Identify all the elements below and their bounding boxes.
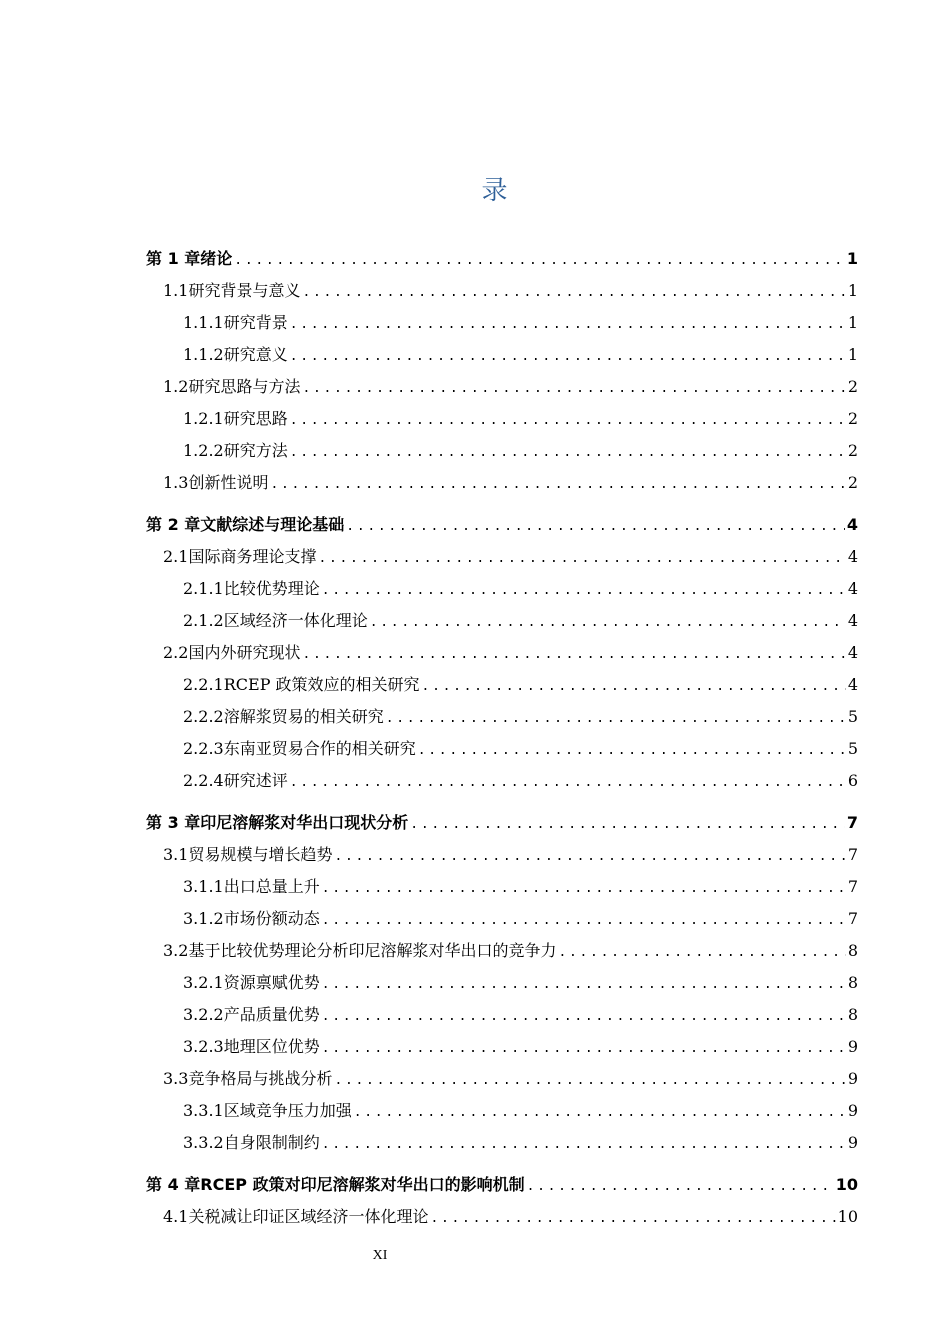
toc-leader-dots <box>290 317 846 332</box>
toc-entry-number: 3.1 <box>163 845 189 864</box>
toc-entry-number: 第 3 章 <box>146 813 201 832</box>
toc-entry-number: 1.2 <box>163 377 189 396</box>
toc-leader-dots <box>322 881 846 896</box>
toc-entry[interactable] <box>163 1204 858 1234</box>
toc-entry-title: 溶解浆贸易的相关研究 <box>223 707 384 726</box>
toc-entry-title: 关税减让印证区域经济一体化理论 <box>188 1207 429 1226</box>
toc-entry[interactable] <box>146 810 858 840</box>
toc-entry-page: 4 <box>846 515 858 534</box>
toc-entry[interactable] <box>183 704 858 734</box>
toc-entry-page: 7 <box>847 909 858 928</box>
toc-entry[interactable] <box>183 768 858 798</box>
toc-leader-dots <box>422 679 846 694</box>
toc-entry[interactable] <box>183 672 858 702</box>
toc-entry-title: 区域竞争压力加强 <box>223 1101 352 1120</box>
toc-entry-title: 资源禀赋优势 <box>223 973 320 992</box>
toc-entry-page: 4 <box>847 579 858 598</box>
toc-entry[interactable] <box>163 938 858 968</box>
toc-entry-title: 创新性说明 <box>188 473 269 492</box>
toc-entry-page: 9 <box>847 1069 858 1088</box>
toc-entry[interactable] <box>183 1130 858 1160</box>
toc-entry-number: 3.2.2 <box>183 1005 224 1024</box>
toc-entry[interactable] <box>163 374 858 404</box>
toc-leader-dots <box>386 711 846 726</box>
toc-entry-number: 第 4 章 <box>146 1175 201 1194</box>
toc-entry[interactable] <box>163 842 858 872</box>
toc-entry-title: 研究述评 <box>223 771 288 790</box>
toc-entry-title: 国际商务理论支撑 <box>188 547 317 566</box>
toc-entry-title: 区域经济一体化理论 <box>223 611 368 630</box>
toc-entry-title: 研究意义 <box>223 345 288 364</box>
toc-leader-dots <box>370 615 846 630</box>
toc-entry-page: 4 <box>847 611 858 630</box>
toc-entry-number: 3.1.1 <box>183 877 224 896</box>
toc-entry[interactable] <box>183 1034 858 1064</box>
toc-leader-dots <box>334 849 845 864</box>
toc-entry-page: 2 <box>847 473 858 492</box>
toc-entry-title: 地理区位优势 <box>223 1037 320 1056</box>
toc-leader-dots <box>430 1211 835 1226</box>
toc-leader-dots <box>334 1073 845 1088</box>
toc-entry-number: 3.2.1 <box>183 973 224 992</box>
toc-leader-dots <box>322 1009 846 1024</box>
toc-leader-dots <box>322 913 846 928</box>
toc-entry[interactable] <box>183 1098 858 1128</box>
toc-entry-title: 研究思路 <box>223 409 288 428</box>
toc-entry-number: 1.3 <box>163 473 189 492</box>
toc-entry-title: 研究背景与意义 <box>188 281 301 300</box>
toc-entry-page: 4 <box>847 675 858 694</box>
toc-leader-dots <box>354 1105 846 1120</box>
toc-entry-title: 贸易规模与增长趋势 <box>188 845 333 864</box>
toc-entry-title: RCEP 政策对印尼溶解浆对华出口的影响机制 <box>200 1175 525 1194</box>
toc-entry-number: 3.3.1 <box>183 1101 224 1120</box>
toc-leader-dots <box>234 253 845 268</box>
toc-entry[interactable] <box>163 278 858 308</box>
toc-entry-title: 研究思路与方法 <box>188 377 301 396</box>
toc-leader-dots <box>290 775 846 790</box>
toc-entry-page: 7 <box>847 845 858 864</box>
toc-entry-page: 5 <box>847 707 858 726</box>
toc-entry[interactable] <box>183 342 858 372</box>
toc-entry-title: 竞争格局与挑战分析 <box>188 1069 333 1088</box>
toc-entry-page: 4 <box>847 643 858 662</box>
toc-entry-title: 国内外研究现状 <box>188 643 301 662</box>
toc-entry-number: 1.1 <box>163 281 189 300</box>
toc-entry[interactable] <box>183 906 858 936</box>
toc-entry-number: 2.1.2 <box>183 611 224 630</box>
toc-leader-dots <box>558 945 845 960</box>
toc-entry[interactable] <box>146 1172 858 1202</box>
toc-entry-title: 绪论 <box>200 249 233 268</box>
toc-leader-dots <box>346 519 845 534</box>
toc-entry-number: 2.2.4 <box>183 771 224 790</box>
page-number-footer: XI <box>372 1248 388 1263</box>
toc-entry[interactable] <box>183 736 858 766</box>
toc-leader-dots <box>290 445 846 460</box>
toc-entry[interactable] <box>146 246 858 276</box>
toc-entry-title: 文献综述与理论基础 <box>200 515 345 534</box>
toc-entry[interactable] <box>183 310 858 340</box>
toc-entry-number: 第 1 章 <box>146 249 201 268</box>
toc-entry[interactable] <box>183 1002 858 1032</box>
toc-entry[interactable] <box>163 470 858 500</box>
toc-leader-dots <box>527 1179 834 1194</box>
toc-entry-number: 1.2.2 <box>183 441 224 460</box>
toc-entry-title: 东南亚贸易合作的相关研究 <box>223 739 416 758</box>
toc-entry-number: 2.1.1 <box>183 579 224 598</box>
toc-entry[interactable] <box>183 576 858 606</box>
toc-entry-page: 9 <box>847 1133 858 1152</box>
toc-entry-number: 2.1 <box>163 547 189 566</box>
toc-entry-number: 2.2 <box>163 643 189 662</box>
toc-entry-page: 8 <box>847 973 858 992</box>
toc-entry-page: 1 <box>847 313 858 332</box>
toc-entry-page: 1 <box>846 249 858 268</box>
toc-entry[interactable] <box>163 1066 858 1096</box>
toc-entry-page: 8 <box>847 1005 858 1024</box>
toc-leader-dots <box>322 977 846 992</box>
toc-entry-number: 1.1.2 <box>183 345 224 364</box>
toc-entry-page: 10 <box>837 1207 858 1226</box>
toc-entry-page: 9 <box>847 1101 858 1120</box>
toc-entry-page: 2 <box>847 441 858 460</box>
toc-entry-number: 1.2.1 <box>183 409 224 428</box>
toc-entry-page: 2 <box>847 377 858 396</box>
toc-leader-dots <box>290 413 846 428</box>
toc-entry-page: 7 <box>846 813 858 832</box>
toc-entry-page: 8 <box>847 941 858 960</box>
toc-entry-title: 研究背景 <box>223 313 288 332</box>
toc-entry-title: 市场份额动态 <box>223 909 320 928</box>
toc-entry-number: 第 2 章 <box>146 515 201 534</box>
toc-entry-page: 10 <box>835 1175 858 1194</box>
toc-entry-title: 研究方法 <box>223 441 288 460</box>
toc-entry-page: 5 <box>847 739 858 758</box>
toc-entry-number: 2.2.3 <box>183 739 224 758</box>
toc-entry-number: 3.3 <box>163 1069 189 1088</box>
toc-entry[interactable] <box>183 970 858 1000</box>
toc-entry-page: 9 <box>847 1037 858 1056</box>
toc-entry-title: 出口总量上升 <box>223 877 320 896</box>
toc-leader-dots <box>322 1041 846 1056</box>
toc-entry-page: 7 <box>847 877 858 896</box>
toc-entry-page: 2 <box>847 409 858 428</box>
toc-leader-dots <box>418 743 846 758</box>
toc-leader-dots <box>410 817 845 832</box>
toc-entry-page: 4 <box>847 547 858 566</box>
toc-entry-title: 产品质量优势 <box>223 1005 320 1024</box>
toc-entry-title: 自身限制制约 <box>223 1133 320 1152</box>
toc-leader-dots <box>322 583 846 598</box>
toc-entry-title: 基于比较优势理论分析印尼溶解浆对华出口的竞争力 <box>188 941 557 960</box>
toc-entry[interactable] <box>146 512 858 542</box>
toc-entry[interactable] <box>183 608 858 638</box>
toc-entry-number: 2.2.2 <box>183 707 224 726</box>
toc-entry-number: 3.1.2 <box>183 909 224 928</box>
toc-leader-dots <box>318 551 845 566</box>
toc-leader-dots <box>302 647 845 662</box>
toc-title: 录 <box>481 176 509 206</box>
toc-entry-page: 1 <box>847 345 858 364</box>
toc-entry-number: 3.2.3 <box>183 1037 224 1056</box>
toc-entry[interactable] <box>183 406 858 436</box>
toc-entry[interactable] <box>183 438 858 468</box>
toc-entry-number: 3.3.2 <box>183 1133 224 1152</box>
toc-leader-dots <box>302 285 845 300</box>
toc-entry[interactable] <box>183 874 858 904</box>
toc-entry-number: 1.1.1 <box>183 313 224 332</box>
toc-entry-title: 比较优势理论 <box>223 579 320 598</box>
toc-entry[interactable] <box>163 544 858 574</box>
toc-entry-page: 1 <box>847 281 858 300</box>
toc-leader-dots <box>290 349 846 364</box>
toc-entry-page: 6 <box>847 771 858 790</box>
toc-entry-number: 4.1 <box>163 1207 189 1226</box>
toc-entry[interactable] <box>163 640 858 670</box>
toc-leader-dots <box>270 477 845 492</box>
toc-entry-number: 3.2 <box>163 941 189 960</box>
toc-entry-title: 印尼溶解浆对华出口现状分析 <box>200 813 409 832</box>
toc-leader-dots <box>302 381 845 396</box>
toc-leader-dots <box>322 1137 846 1152</box>
toc-entry-number: 2.2.1 <box>183 675 224 694</box>
toc-entry-title: RCEP 政策效应的相关研究 <box>223 675 420 694</box>
